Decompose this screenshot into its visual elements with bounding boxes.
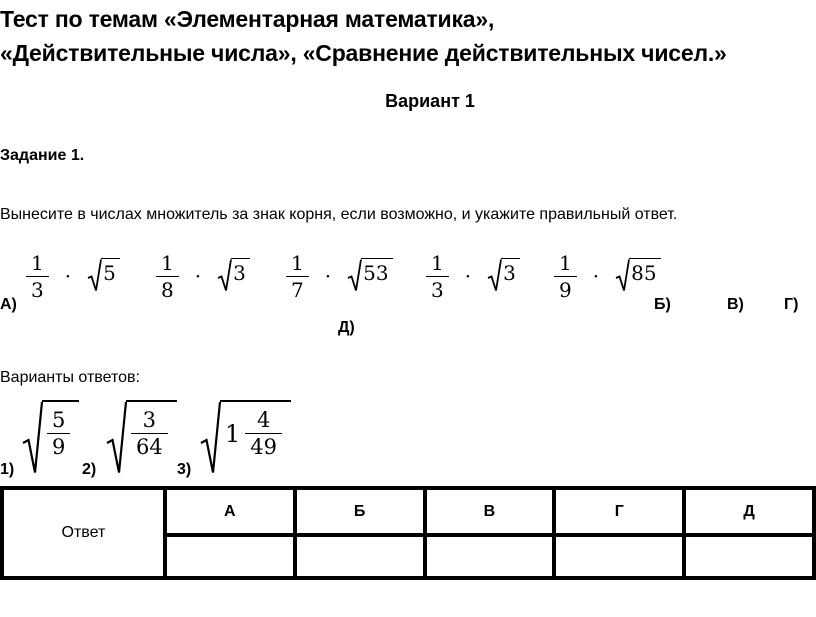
- fraction-denominator: 64: [131, 433, 168, 458]
- expression-b: [156, 250, 250, 302]
- option-label-2: 2): [82, 461, 97, 478]
- square-root: [217, 258, 250, 294]
- variant-label: Вариант 1: [385, 91, 475, 111]
- answer-table: [0, 486, 816, 580]
- fraction: [26, 252, 49, 301]
- answer-row-label: Ответ: [2, 488, 165, 578]
- radicand: [42, 400, 79, 458]
- multiply-dot: ·: [464, 264, 472, 288]
- radical-sign-icon: [217, 258, 232, 294]
- label-g: Г): [784, 296, 799, 313]
- answer-cell-b[interactable]: [295, 535, 425, 578]
- column-header-a: А: [165, 488, 295, 535]
- fraction: [286, 252, 309, 301]
- label-a: А): [0, 296, 17, 313]
- fraction-numerator: 3: [142, 408, 157, 432]
- expression-a: [26, 250, 120, 302]
- column-header-g: Г: [554, 488, 684, 535]
- label-b: Б): [654, 296, 671, 313]
- fraction: [245, 409, 282, 458]
- expression-d: [554, 250, 661, 302]
- radical-sign-icon: [615, 258, 630, 294]
- square-root: [347, 258, 392, 294]
- multiply-dot: ·: [194, 264, 202, 288]
- fraction-denominator: 9: [554, 276, 577, 301]
- multiply-dot: ·: [592, 264, 600, 288]
- fraction-denominator: 3: [26, 276, 49, 301]
- radicand: [220, 400, 291, 458]
- fraction-numerator: 1: [559, 250, 572, 275]
- radicand: [126, 400, 177, 458]
- radical-sign-icon: [22, 400, 43, 476]
- fraction-denominator: 7: [286, 276, 309, 301]
- option-label-3: 3): [177, 461, 192, 478]
- fraction: [131, 409, 168, 458]
- expression-g: [426, 250, 520, 302]
- square-root: [615, 258, 660, 294]
- radicand: 3: [501, 258, 520, 283]
- fraction-numerator: 1: [161, 250, 174, 275]
- radicand: 85: [629, 258, 660, 283]
- page-title: [0, 2, 812, 70]
- label-v: В): [727, 296, 744, 313]
- answer-cell-d[interactable]: [684, 535, 814, 578]
- fraction-denominator: 49: [245, 433, 282, 458]
- fraction-numerator: 1: [431, 250, 444, 275]
- fraction-denominator: 3: [426, 276, 449, 301]
- task-heading: Задание 1.: [0, 147, 85, 164]
- radical-sign-icon: [106, 400, 127, 476]
- column-header-b: Б: [295, 488, 425, 535]
- answer-option-3-root: [200, 400, 291, 476]
- square-root: [487, 258, 520, 294]
- fraction: [426, 252, 449, 301]
- table-header-row: [2, 488, 814, 535]
- radical-sign-icon: [87, 258, 102, 294]
- radicand: 3: [231, 258, 250, 283]
- square-root: [87, 258, 120, 294]
- whole-number: 1: [225, 419, 241, 448]
- fraction-numerator: 5: [52, 408, 66, 432]
- radical-sign-icon: [200, 400, 221, 476]
- radicand: 5: [101, 258, 120, 283]
- option-label-1: 1): [0, 461, 15, 478]
- page-title-line2: «Действительные числа», «Сравнение действительных чисел.»: [0, 40, 727, 66]
- answer-option-1-root: [22, 400, 79, 476]
- answers-heading: Варианты ответов:: [0, 369, 140, 386]
- answer-cell-g[interactable]: [554, 535, 684, 578]
- fraction-numerator: 1: [31, 250, 44, 275]
- fraction-numerator: 1: [291, 250, 304, 275]
- fraction: [47, 409, 70, 458]
- multiply-dot: ·: [64, 264, 72, 288]
- column-header-v: В: [425, 488, 555, 535]
- page-title-line1: Тест по темам «Элементарная математика»,: [0, 6, 495, 32]
- fraction: [554, 252, 577, 301]
- radical-sign-icon: [487, 258, 502, 294]
- fraction-numerator: 4: [256, 408, 271, 432]
- radicand: 53: [361, 258, 392, 283]
- fraction-denominator: 9: [47, 433, 70, 458]
- column-header-d: Д: [684, 488, 814, 535]
- multiply-dot: ·: [324, 264, 332, 288]
- task-instruction: Вынесите в числах множитель за знак корня, если возможно, и укажите правильный ответ.: [0, 206, 678, 223]
- fraction: [156, 252, 179, 301]
- answer-option-2-root: [106, 400, 177, 476]
- label-d: Д): [338, 319, 355, 336]
- radical-sign-icon: [347, 258, 362, 294]
- answer-cell-v[interactable]: [425, 535, 555, 578]
- answer-cell-a[interactable]: [165, 535, 295, 578]
- fraction-denominator: 8: [156, 276, 179, 301]
- expression-v: [286, 250, 393, 302]
